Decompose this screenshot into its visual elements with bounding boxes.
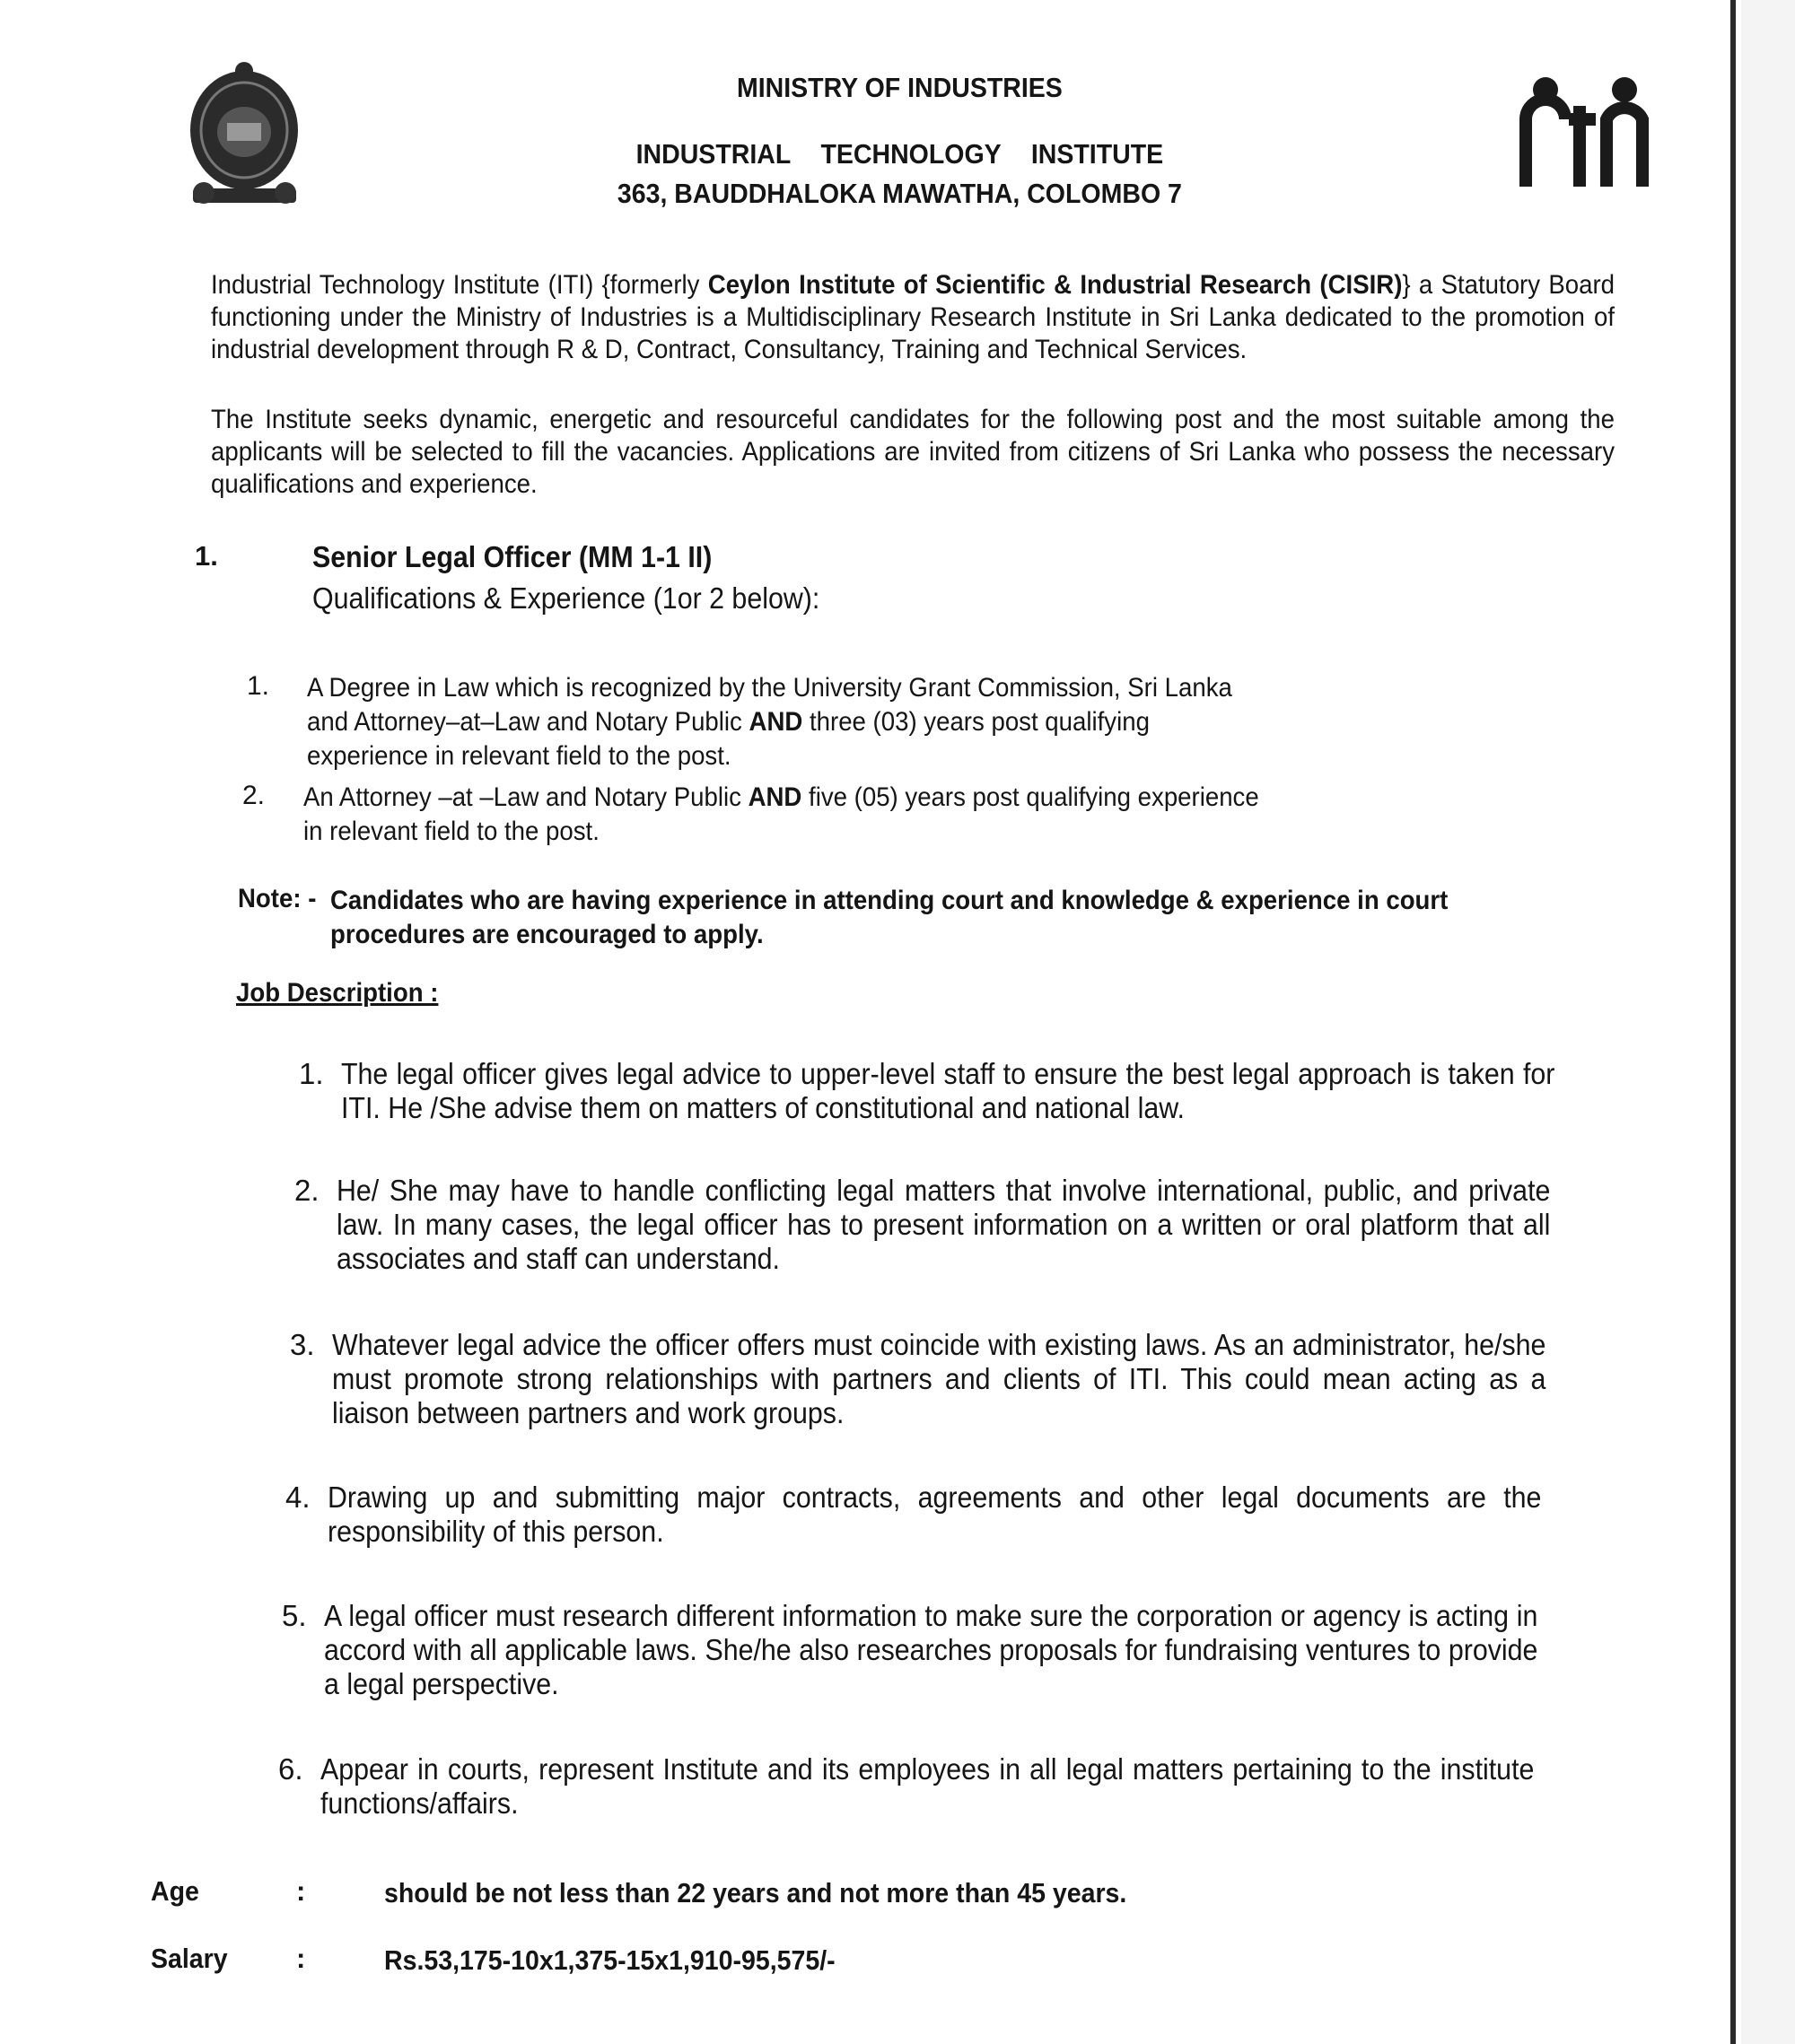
qualification-text-cont: five (05) years post qualifying experience in relevant field to the post.	[303, 782, 1259, 846]
job-item-number: 6.	[278, 1752, 303, 1786]
qualification-number: 1.	[247, 671, 270, 701]
note-label: Note: -	[238, 884, 317, 913]
salary-colon: :	[296, 1943, 306, 1974]
intro-text: Industrial Technology Institute (ITI) {formerly	[211, 270, 708, 300]
age-label: Age	[151, 1875, 199, 1907]
job-item-number: 2.	[294, 1174, 320, 1207]
ministry-heading: MINISTRY OF INDUSTRIES	[736, 72, 1063, 103]
salary-value: Rs.53,175-10x1,375-15x1,910-95,575/-	[384, 1944, 836, 1976]
qualification-and: AND	[748, 782, 802, 812]
job-item-number: 1.	[299, 1057, 324, 1090]
intro-text-cont: } a Statutory Board functioning under the Ministry of Industries is a Multidisciplinary Research Institute in Sri Lanka dedicated to the promotion of industrial development through R & D, Contract, Consultancy, Training and Technical Services.	[211, 270, 1615, 364]
qualification-item	[303, 781, 1274, 849]
qualification-text: An Attorney –at –Law and Notary Public	[303, 782, 749, 812]
qualification-text-cont: three (03) years post qualifying experience in relevant field to the post.	[307, 707, 1150, 771]
job-item-text: Appear in courts, represent Institute and its employees in all legal matters pertaining to the institute functions/affairs.	[320, 1752, 1535, 1820]
scan-margin	[1741, 0, 1795, 2044]
job-item-number: 3.	[290, 1328, 315, 1361]
post-number: 1.	[195, 540, 218, 572]
former-name: Ceylon Institute of Scientific & Industrial Research (CISIR)	[707, 270, 1403, 300]
job-item-text: Whatever legal advice the officer offers must coincide with existing laws. As an administrator, he/she must promote strong relationships with partners and clients of ITI. This could mean acting as a liaison between partners and work groups.	[332, 1328, 1546, 1429]
qualification-text: A Degree in Law which is recognized by the University Grant Commission, Sri Lanka and Attorney–at–Law and Notary Public	[307, 673, 1232, 737]
job-item-text: The legal officer gives legal advice to upper-level staff to ensure the best legal approach is taken for ITI. He /She advise them on matters of constitutional and national law.	[341, 1057, 1555, 1124]
page-edge	[1730, 0, 1736, 2044]
qualification-and: AND	[749, 707, 803, 737]
job-item-text: A legal officer must research different information to make sure the corporation or agency is acting in accord with all applicable laws. She/he also researches proposals for fundraising ventures to provide a legal perspective.	[324, 1599, 1538, 1700]
institute-heading: INDUSTRIAL TECHNOLOGY INSTITUTE	[635, 138, 1164, 170]
salary-label: Salary	[151, 1943, 228, 1974]
note-text: Candidates who are having experience in attending court and knowledge & experience in court procedures are encouraged to apply.	[330, 886, 1449, 949]
job-item-text: He/ She may have to handle conflicting legal matters that involve international, public, and private law. In many cases, the legal officer has to present information on a written or oral platform that all associates and staff can understand.	[337, 1174, 1551, 1275]
post-title: Senior Legal Officer (MM 1-1 II)	[312, 540, 713, 573]
address-heading: 363, BAUDDHALOKA MAWATHA, COLOMBO 7	[617, 178, 1182, 209]
age-value: should be not less than 22 years and not more than 45 years.	[384, 1877, 1127, 1909]
invitation-paragraph: The Institute seeks dynamic, energetic and resourceful candidates for the following post and the most suitable among the applicants will be selected to fill the vacancies. Applications are invited from citizens of Sri Lanka who possess the necessary qualifications and experience.	[211, 405, 1615, 499]
job-item-number: 4.	[285, 1481, 311, 1514]
job-description-title: Job Description :	[236, 978, 439, 1008]
job-item-number: 5.	[282, 1599, 307, 1632]
intro-paragraph	[211, 269, 1615, 366]
job-item-text: Drawing up and submitting major contracts, agreements and other legal documents are the responsibility of this person.	[328, 1481, 1542, 1548]
age-colon: :	[296, 1875, 306, 1907]
qualification-number: 2.	[242, 781, 266, 810]
qualifications-heading: Qualifications & Experience (1or 2 below):	[312, 581, 820, 615]
qualification-item	[307, 671, 1277, 773]
